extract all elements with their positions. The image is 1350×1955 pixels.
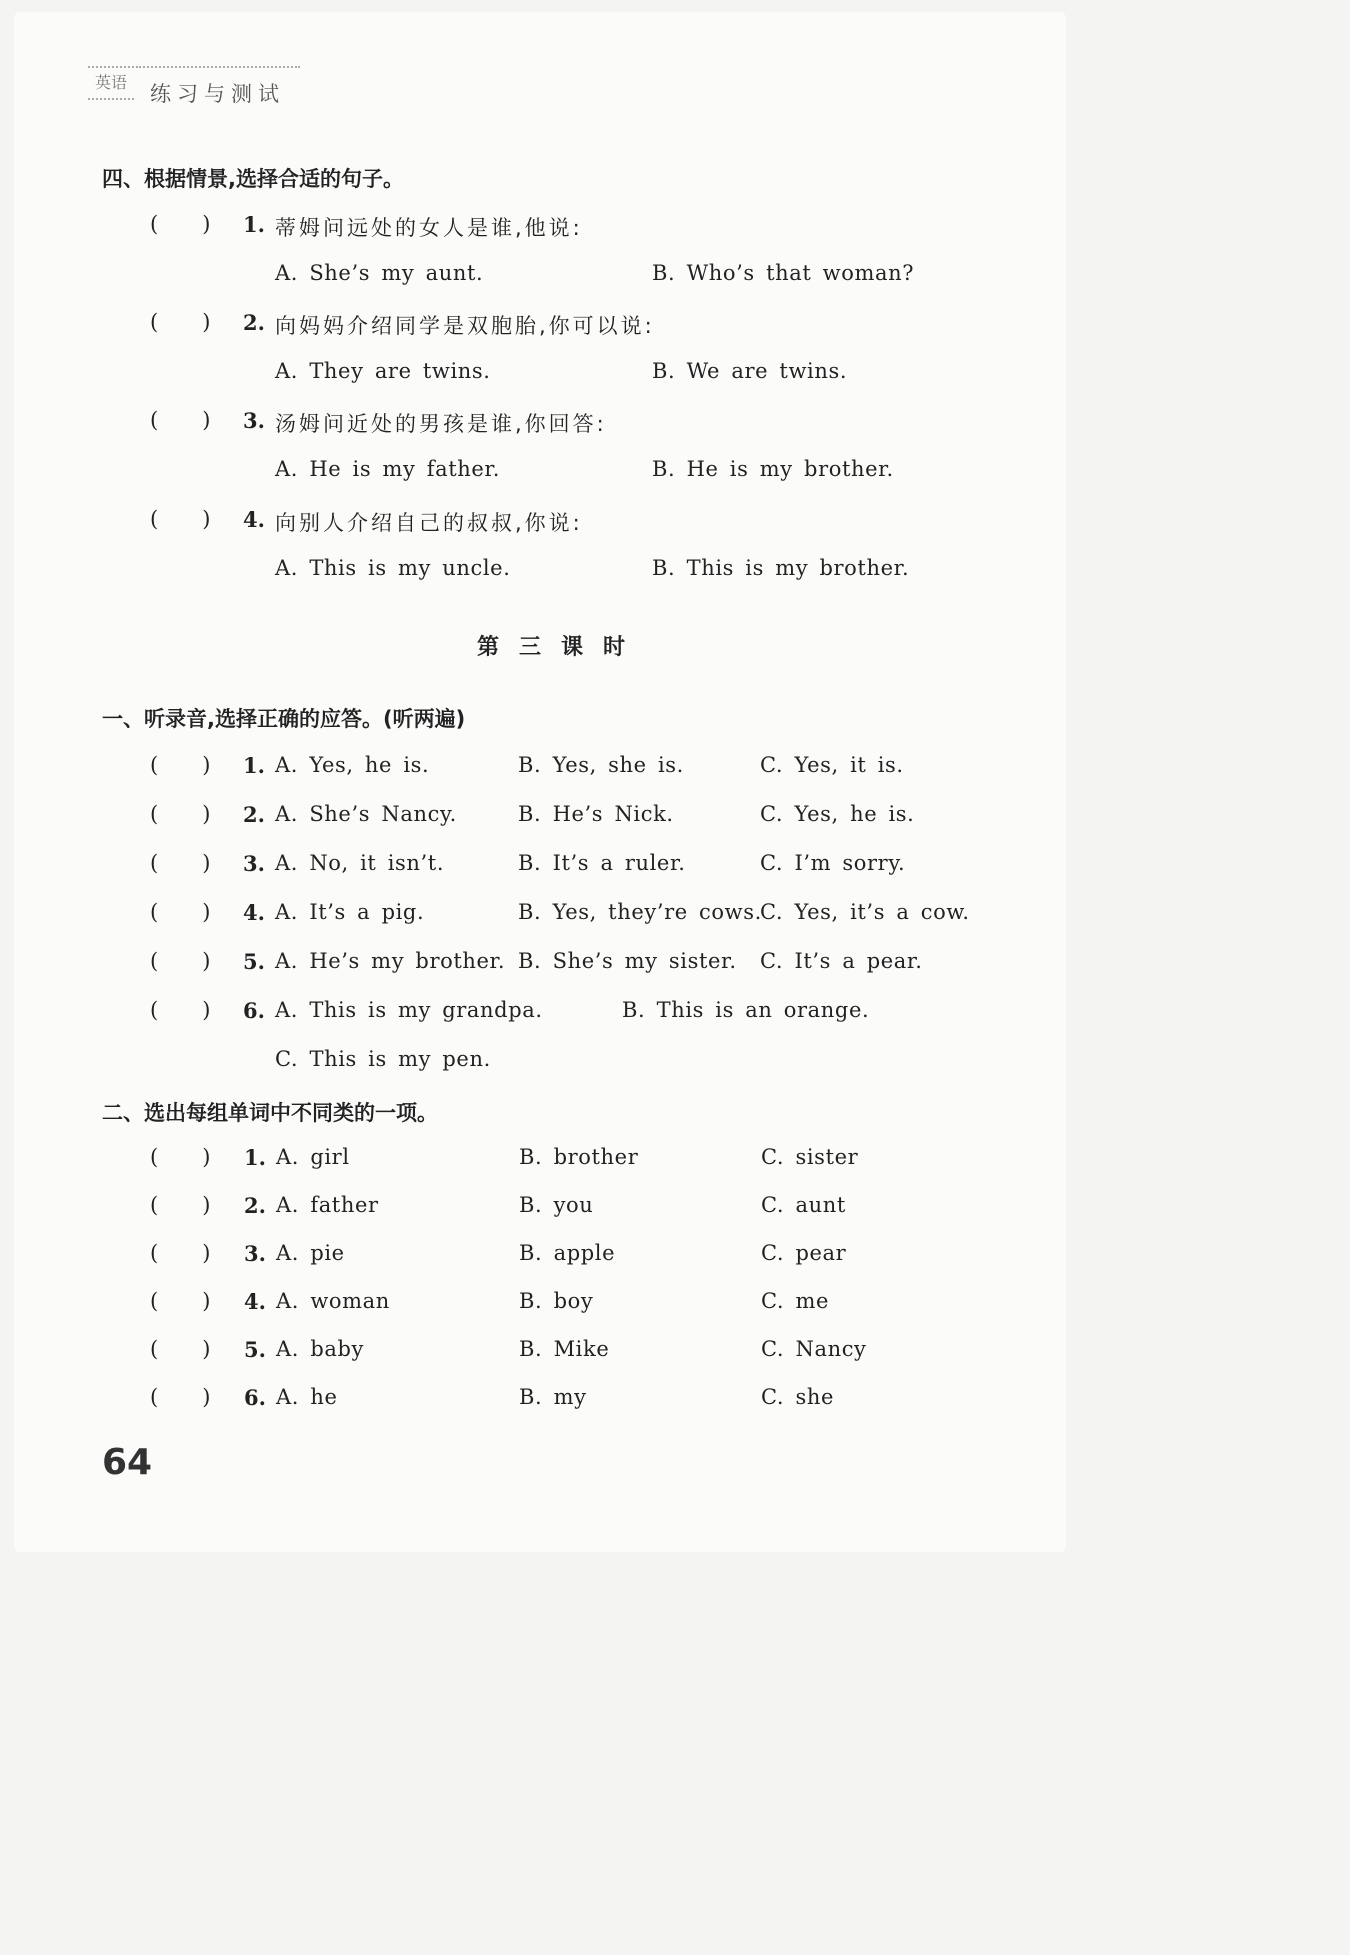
subject-badge: 英语 xyxy=(88,66,134,100)
option-a: A. baby xyxy=(276,1337,364,1361)
option-b: B. you xyxy=(519,1193,594,1217)
answer-blank[interactable]: ( ) xyxy=(150,507,211,531)
option-a: A. This is my uncle. xyxy=(275,556,511,580)
option-c: C. Yes, he is. xyxy=(760,802,915,826)
question-number: 3. xyxy=(243,408,265,433)
option-b: B. This is an orange. xyxy=(622,998,870,1022)
question-number: 2. xyxy=(243,802,265,827)
answer-blank[interactable]: ( ) xyxy=(150,851,211,875)
option-a: A. father xyxy=(276,1193,379,1217)
question-prompt: 向别人介绍自己的叔叔,你说: xyxy=(275,511,583,535)
question-number: 1. xyxy=(244,1145,266,1170)
option-c: C. Yes, it is. xyxy=(760,753,904,777)
option-b: B. my xyxy=(519,1385,587,1409)
option-a: A. He’s my brother. xyxy=(275,949,506,973)
answer-blank[interactable]: ( ) xyxy=(150,1241,211,1265)
option-b: B. apple xyxy=(519,1241,616,1265)
answer-blank[interactable]: ( ) xyxy=(150,1145,211,1169)
option-a: A. This is my grandpa. xyxy=(275,998,543,1022)
answer-blank[interactable]: ( ) xyxy=(150,802,211,826)
page-sheet xyxy=(14,12,1066,1552)
option-b: B. Mike xyxy=(519,1337,610,1361)
option-b: B. boy xyxy=(519,1289,594,1313)
option-b: B. He is my brother. xyxy=(652,457,894,481)
option-b: B. We are twins. xyxy=(652,359,848,383)
question-number: 3. xyxy=(244,1241,266,1266)
option-b: B. He’s Nick. xyxy=(518,802,674,826)
answer-blank[interactable]: ( ) xyxy=(150,408,211,432)
answer-blank[interactable]: ( ) xyxy=(150,998,211,1022)
option-c: C. sister xyxy=(761,1145,859,1169)
option-a: A. woman xyxy=(276,1289,390,1313)
page-number: 64 xyxy=(102,1442,153,1483)
lesson-title: 第三课时 xyxy=(477,635,646,660)
question-prompt: 汤姆问近处的男孩是谁,你回答: xyxy=(275,412,607,436)
option-a: A. It’s a pig. xyxy=(275,900,425,924)
question-prompt: 蒂姆问远处的女人是谁,他说: xyxy=(275,216,583,240)
answer-blank[interactable]: ( ) xyxy=(150,1289,211,1313)
question-number: 1. xyxy=(243,212,265,237)
question-number: 4. xyxy=(244,1289,266,1314)
question-number: 2. xyxy=(244,1193,266,1218)
section-4-title: 四、根据情景,选择合适的句子。 xyxy=(102,167,404,191)
option-a: A. girl xyxy=(276,1145,350,1169)
option-c: C. This is my pen. xyxy=(275,1047,491,1071)
option-b: B. It’s a ruler. xyxy=(518,851,686,875)
header-divider xyxy=(136,66,300,68)
answer-blank[interactable]: ( ) xyxy=(150,1337,211,1361)
option-c: C. she xyxy=(761,1385,834,1409)
option-c: C. Nancy xyxy=(761,1337,867,1361)
option-c: C. It’s a pear. xyxy=(760,949,923,973)
question-number: 4. xyxy=(243,900,265,925)
option-c: C. pear xyxy=(761,1241,847,1265)
question-number: 1. xyxy=(243,753,265,778)
option-a: A. They are twins. xyxy=(275,359,491,383)
question-number: 4. xyxy=(243,507,265,532)
option-a: A. No, it isn’t. xyxy=(275,851,445,875)
book-title: 练习与测试 xyxy=(150,82,285,106)
answer-blank[interactable]: ( ) xyxy=(150,900,211,924)
question-number: 6. xyxy=(244,1385,266,1410)
option-a: A. He is my father. xyxy=(275,457,501,481)
question-number: 6. xyxy=(243,998,265,1023)
answer-blank[interactable]: ( ) xyxy=(150,212,211,236)
question-number: 5. xyxy=(244,1337,266,1362)
option-a: A. he xyxy=(276,1385,338,1409)
option-a: A. pie xyxy=(276,1241,345,1265)
option-c: C. me xyxy=(761,1289,830,1313)
option-c: C. Yes, it’s a cow. xyxy=(760,900,970,924)
part-2-title: 二、选出每组单词中不同类的一项。 xyxy=(102,1101,438,1125)
option-a: A. Yes, he is. xyxy=(275,753,430,777)
option-a: A. She’s Nancy. xyxy=(275,802,457,826)
option-a: A. She’s my aunt. xyxy=(275,261,484,285)
option-b: B. Who’s that woman? xyxy=(652,261,915,285)
answer-blank[interactable]: ( ) xyxy=(150,1193,211,1217)
option-b: B. This is my brother. xyxy=(652,556,910,580)
question-number: 3. xyxy=(243,851,265,876)
option-c: C. I’m sorry. xyxy=(760,851,906,875)
answer-blank[interactable]: ( ) xyxy=(150,753,211,777)
answer-blank[interactable]: ( ) xyxy=(150,1385,211,1409)
question-prompt: 向妈妈介绍同学是双胞胎,你可以说: xyxy=(275,314,655,338)
option-b: B. brother xyxy=(519,1145,639,1169)
option-b: B. Yes, they’re cows. xyxy=(518,900,762,924)
question-number: 2. xyxy=(243,310,265,335)
question-number: 5. xyxy=(243,949,265,974)
option-b: B. She’s my sister. xyxy=(518,949,737,973)
option-b: B. Yes, she is. xyxy=(518,753,684,777)
option-c: C. aunt xyxy=(761,1193,846,1217)
answer-blank[interactable]: ( ) xyxy=(150,310,211,334)
part-1-title: 一、听录音,选择正确的应答。(听两遍) xyxy=(102,707,466,731)
answer-blank[interactable]: ( ) xyxy=(150,949,211,973)
